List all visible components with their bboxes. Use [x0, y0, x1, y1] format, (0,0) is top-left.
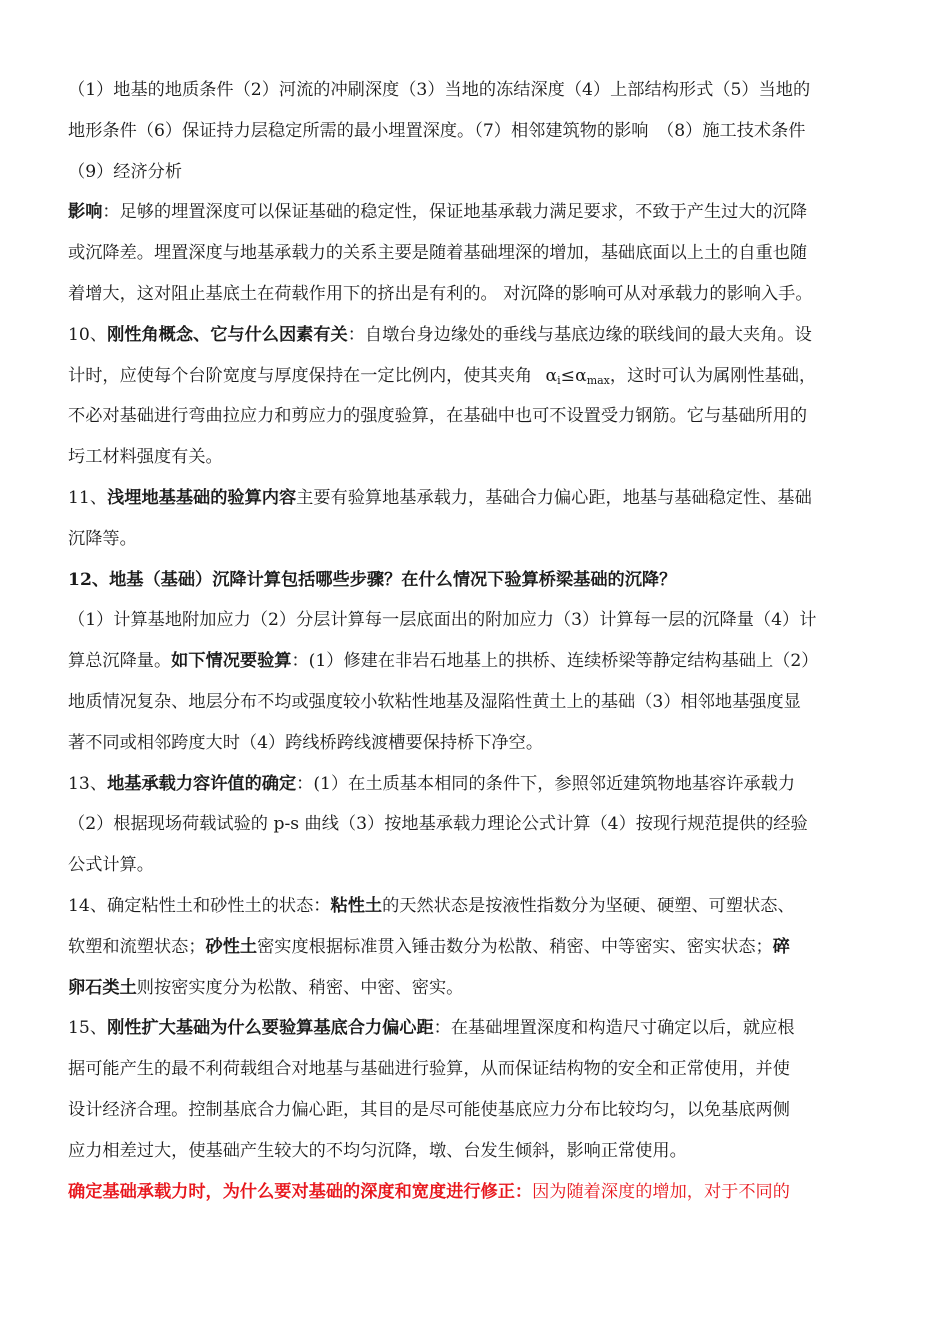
factor-list-line-2: 地形条件（6）保证持力层稳定所需的最小埋置深度。（7）相邻建筑物的影响 （8）施工技术条件	[68, 120, 806, 141]
answer-text: ：自墩台身边缘处的垂线与基底边缘的联线间的最大夹角。设	[347, 324, 812, 345]
effect-label: 影响	[68, 202, 103, 223]
text-line	[68, 937, 882, 978]
text-line	[68, 80, 882, 121]
answer-text: 密实度根据标准贯入锤击数分为松散、稍密、中等密实、密实状态；	[257, 936, 773, 957]
alpha-symbol: α	[545, 365, 558, 386]
text-line	[68, 1100, 882, 1141]
text-line	[68, 855, 882, 896]
text-line	[68, 651, 882, 692]
answer-text: 主要有验算地基承载力，基础合力偏心距，地基与基础稳定性、基础	[296, 487, 812, 508]
text-line	[68, 284, 882, 325]
question-title: 浅埋地基基础的验算内容	[107, 487, 297, 508]
text-line	[68, 243, 882, 284]
answer-text: ：(1）在土质基本相同的条件下，参照邻近建筑物地基容许承载力	[296, 773, 796, 794]
text-line	[68, 774, 882, 815]
answer-text: ：(1）修建在非岩石地基上的拱桥、连续桥梁等静定结构基础上（2）	[291, 651, 819, 672]
question-title: 14、确定粘性土和砂性土的状态：	[68, 895, 331, 916]
text-line	[68, 733, 882, 774]
answer-text: 软塑和流塑状态；	[68, 936, 206, 957]
red-question-title: 确定基础承载力时，为什么要对基础的深度和宽度进行修正：	[68, 1181, 533, 1202]
answer-text: 的天然状态是按液性指数分为坚硬、硬塑、可塑状态、	[382, 895, 795, 916]
answer-text: 据可能产生的最不利荷载组合对地基与基础进行验算，从而保证结构物的安全和正常使用，并使	[68, 1059, 790, 1080]
question-title: 刚性扩大基础为什么要验算基底合力偏心距	[107, 1018, 434, 1039]
question-number: 15、	[68, 1018, 108, 1039]
effect-text-line-2: 或沉降差。埋置深度与地基承载力的关系主要是随着基础埋深的增加，基础底面以上土的自重也随	[68, 243, 808, 264]
question-number: 13、	[68, 773, 108, 794]
text-line	[68, 202, 882, 243]
answer-text: （2）根据现场荷载试验的 p-s 曲线（3）按地基承载力理论公式计算（4）按现行规范提供的经验	[68, 814, 808, 835]
answer-text: 著不同或相邻跨度大时（4）跨线桥跨线渡槽要保持桥下净空。	[68, 732, 544, 753]
answer-text: 不必对基础进行弯曲拉应力和剪应力的强度验算，在基础中也可不设置受力钢筋。它与基础所用的	[68, 406, 808, 427]
text-line	[68, 325, 882, 366]
answer-text: 则按密实度分为松散、稍密、中密、密实。	[136, 977, 464, 998]
text-line	[68, 978, 882, 1019]
answer-text: 应力相差过大，使基础产生较大的不均匀沉降，墩、台发生倾斜，影响正常使用。	[68, 1140, 687, 1161]
emphasis-text: 砂性土	[205, 936, 258, 957]
answer-text: ，这时可认为属刚性基础，	[609, 365, 817, 386]
answer-text: 地质情况复杂、地层分布不均或强度较小软粘性地基及湿陷性黄土上的基础（3）相邻地基强度显	[68, 691, 801, 712]
subscript-max: max	[586, 373, 610, 387]
emphasis-text: 如下情况要验算	[171, 651, 292, 672]
text-line	[68, 814, 882, 855]
text-line	[68, 570, 882, 611]
emphasis-text: 碎	[772, 936, 790, 957]
text-line	[68, 406, 882, 447]
text-line	[68, 121, 882, 162]
subscript-i: i	[557, 373, 561, 387]
answer-text: 公式计算。	[68, 855, 154, 876]
text-line	[68, 366, 882, 407]
question-number: 11、	[68, 487, 108, 508]
text-line	[68, 162, 882, 203]
text-line	[68, 896, 882, 937]
question-title: 地基承载力容许值的确定	[107, 773, 297, 794]
le-symbol: ≤	[560, 365, 576, 386]
text-line	[68, 488, 882, 529]
text-line	[68, 610, 882, 651]
answer-text: 算总沉降量。	[68, 651, 172, 672]
text-line	[68, 692, 882, 733]
answer-text: 计时，应使每个台阶宽度与厚度保持在一定比例内，使其夹角	[68, 365, 538, 386]
text-line	[68, 1059, 882, 1100]
factor-list-line-3: （9）经济分析	[68, 161, 183, 182]
question-title: 刚性角概念、它与什么因素有关	[107, 324, 348, 345]
question-title: 12、地基（基础）沉降计算包括哪些步骤？在什么情况下验算桥梁基础的沉降？	[68, 569, 677, 590]
answer-text: 设计经济合理。控制基底合力偏心距，其目的是尽可能使基底应力分布比较均匀，以免基底两侧	[68, 1099, 790, 1120]
alpha-symbol: α	[575, 365, 587, 386]
emphasis-text: 粘性土	[330, 895, 383, 916]
text-line	[68, 1018, 882, 1059]
text-line	[68, 529, 882, 570]
red-answer-text: 因为随着深度的增加，对于不同的	[532, 1181, 790, 1202]
effect-text-line-3: 着增大，这对阻止基底土在荷载作用下的挤出是有利的。 对沉降的影响可从对承载力的影响入手。	[68, 283, 813, 304]
answer-text: 沉降等。	[68, 528, 137, 549]
answer-text: （1）计算基地附加应力（2）分层计算每一层底面出的附加应力（3）计算每一层的沉降量（4）计	[68, 610, 817, 631]
effect-text-line-1: ：足够的埋置深度可以保证基础的稳定性，保证地基承载力满足要求，不致于产生过大的沉降	[102, 202, 808, 223]
document-page	[68, 80, 882, 1222]
answer-text: 圬工材料强度有关。	[68, 447, 223, 468]
text-line	[68, 1182, 882, 1223]
answer-text: ：在基础埋置深度和构造尺寸确定以后，就应根	[433, 1018, 795, 1039]
question-number: 10、	[68, 324, 108, 345]
text-line	[68, 1141, 882, 1182]
factor-list-line-1: （1）地基的地质条件（2）河流的冲刷深度（3）当地的冻结深度（4）上部结构形式（5）当地的	[68, 80, 811, 100]
emphasis-text: 卵石类土	[68, 977, 137, 998]
text-line	[68, 447, 882, 488]
